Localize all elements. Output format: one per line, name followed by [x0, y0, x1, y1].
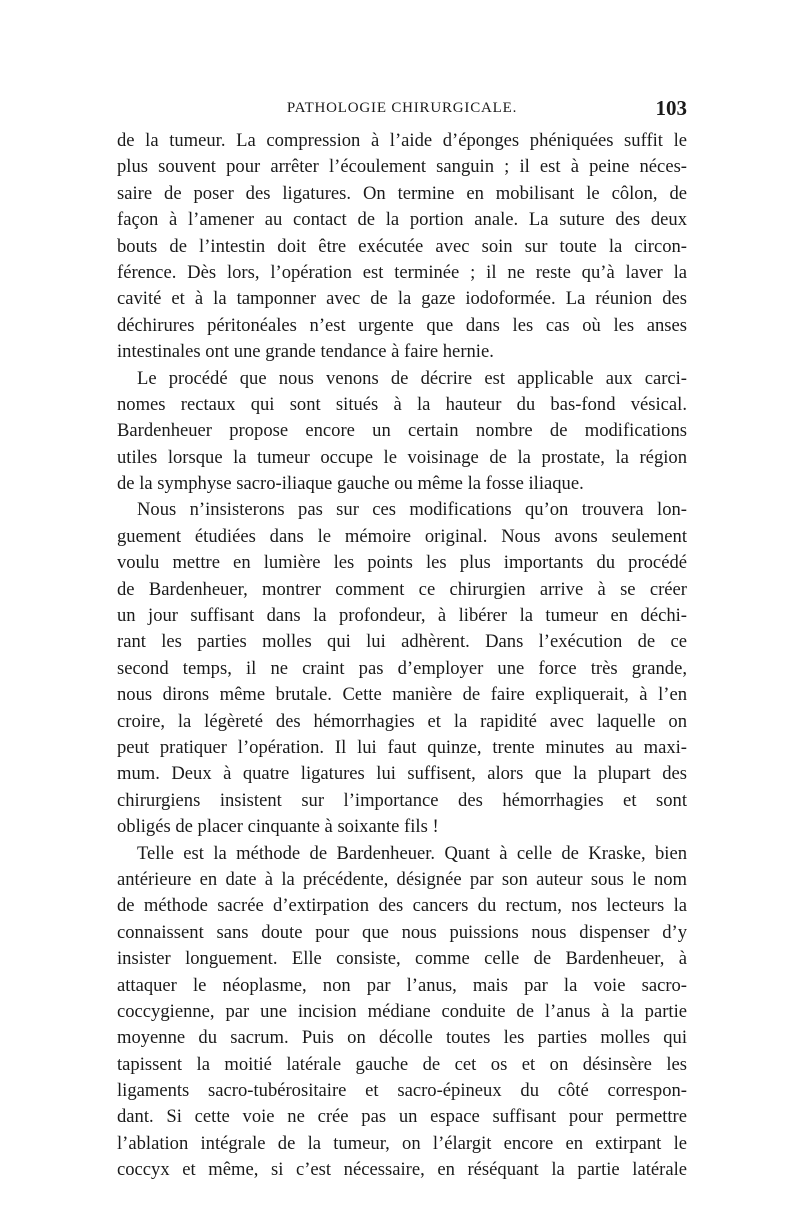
text-line: voulu mettre en lumière les points les plus importants du procédé: [117, 552, 687, 574]
page-number: 103: [655, 96, 687, 120]
running-head: [117, 98, 687, 122]
text-line: de la tumeur. La compression à l’aide d’éponges phéniquées suffit le: [117, 130, 687, 151]
text-line: moyenne du sacrum. Puis on décolle toutes les parties molles qui: [117, 1027, 687, 1049]
text-line: rant les parties molles qui lui adhèrent. Dans l’exécution de ce: [117, 631, 687, 653]
body-text: [117, 128, 687, 1184]
text-line: peut pratiquer l’opération. Il lui faut quinze, trente minutes au maxi-: [117, 736, 687, 758]
text-line: utiles lorsque la tumeur occupe le voisinage de la prostate, la région: [117, 446, 687, 468]
text-line: connaissent sans doute pour que nous puissions nous dispenser d’y: [117, 921, 687, 943]
text-line: saire de poser des ligatures. On termine en mobilisant le côlon, de: [117, 182, 687, 204]
text-line: férence. Dès lors, l’opération est terminée ; il ne reste qu’à laver la: [117, 261, 687, 283]
text-line: second temps, il ne craint pas d’employer une force très grande,: [117, 657, 687, 679]
text-line: Bardenheuer propose encore un certain nombre de modifications: [117, 420, 687, 442]
text-line: ligaments sacro-tubérositaire et sacro-épineux du côté correspon-: [117, 1080, 687, 1102]
text-line: croire, la légèreté des hémorrhagies et la rapidité avec laquelle on: [117, 710, 687, 732]
text-line: bouts de l’intestin doit être exécutée avec soin sur toute la circon-: [117, 235, 687, 257]
text-line: façon à l’amener au contact de la portion anale. La suture des deux: [117, 209, 687, 231]
text-line: attaquer le néoplasme, non par l’anus, mais par la voie sacro-: [117, 974, 687, 996]
text-line: chirurgiens insistent sur l’importance des hémorrhagies et sont: [117, 789, 687, 811]
text-line: de méthode sacrée d’extirpation des cancers du rectum, nos lecteurs la: [117, 895, 687, 917]
text-line: de Bardenheuer, montrer comment ce chirurgien arrive à se créer: [117, 578, 687, 600]
text-line: coccyx et même, si c’est nécessaire, en réséquant la partie latérale: [117, 1159, 687, 1181]
text-line: de la symphyse sacro-iliaque gauche ou même la fosse iliaque.: [117, 473, 584, 495]
text-line: un jour suffisant dans la profondeur, à libérer la tumeur en déchi-: [117, 605, 687, 627]
running-title: PATHOLOGIE CHIRURGICALE.: [286, 100, 518, 116]
text-line: coccygienne, par une incision médiane conduite de l’anus à la partie: [117, 1000, 687, 1022]
text-line: obligés de placer cinquante à soixante fils !: [117, 816, 439, 838]
text-line: plus souvent pour arrêter l’écoulement sanguin ; il est à peine néces-: [117, 156, 687, 178]
text-line: l’ablation intégrale de la tumeur, on l’élargit encore en extirpant le: [117, 1132, 687, 1154]
text-line: Nous n’insisterons pas sur ces modifications qu’on trouvera lon-: [137, 499, 687, 521]
text-line: intestinales ont une grande tendance à faire hernie.: [117, 341, 494, 363]
text-line: dant. Si cette voie ne crée pas un espace suffisant pour permettre: [117, 1106, 687, 1128]
text-line: antérieure en date à la précédente, désignée par son auteur sous le nom: [117, 868, 687, 890]
text-line: nous dirons même brutale. Cette manière de faire expliquerait, à l’en: [117, 684, 687, 706]
text-line: tapissent la moitié latérale gauche de cet os et on désinsère les: [117, 1053, 687, 1075]
text-line: nomes rectaux qui sont situés à la hauteur du bas-fond vésical.: [117, 393, 687, 415]
text-line: Telle est la méthode de Bardenheuer. Quant à celle de Kraske, bien: [137, 842, 687, 864]
text-line: mum. Deux à quatre ligatures lui suffisent, alors que la plupart des: [117, 763, 687, 785]
text-line: déchirures péritonéales n’est urgente que dans les cas où les anses: [117, 314, 687, 336]
text-line: Le procédé que nous venons de décrire est applicable aux carci-: [137, 367, 687, 389]
text-line: guement étudiées dans le mémoire original. Nous avons seulement: [117, 525, 687, 547]
text-line: insister longuement. Elle consiste, comme celle de Bardenheuer, à: [117, 948, 687, 970]
text-line: cavité et à la tamponner avec de la gaze iodoformée. La réunion des: [117, 288, 687, 310]
